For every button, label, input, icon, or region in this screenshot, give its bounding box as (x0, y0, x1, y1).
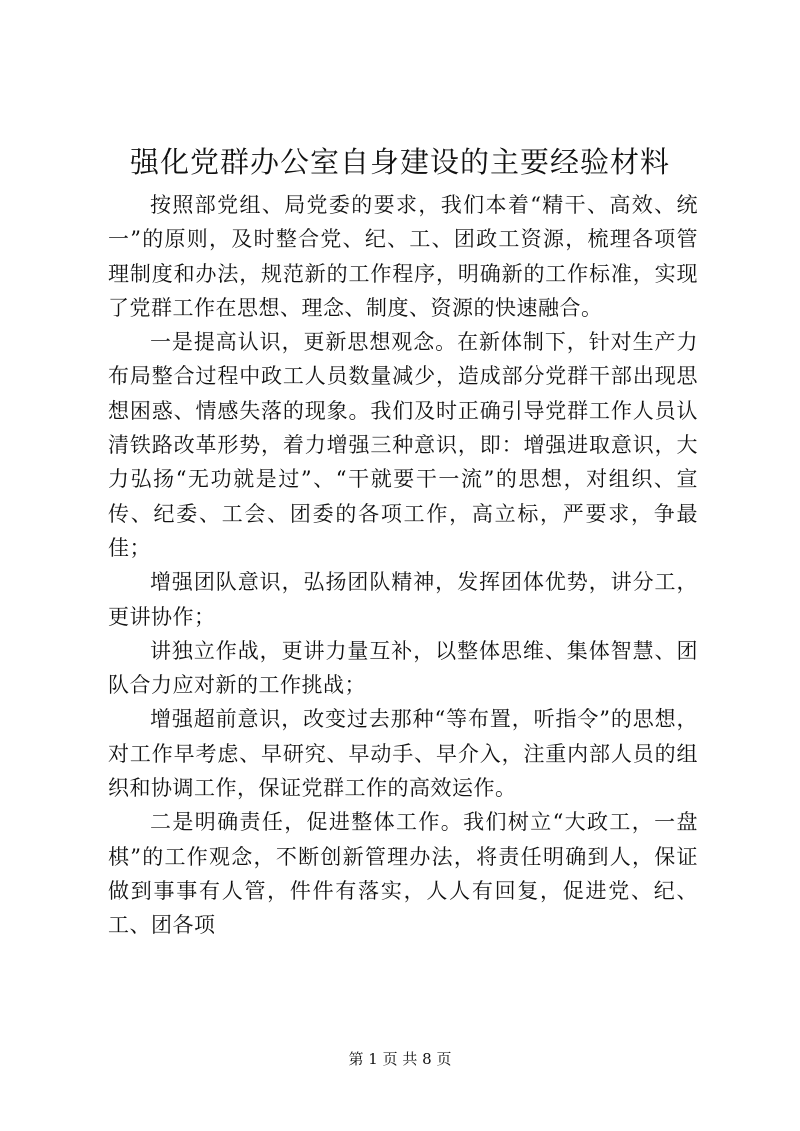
document-body (108, 188, 698, 943)
paragraph: 讲独立作战，更讲力量互补，以整体思维、集体智慧、团队合力应对新的工作挑战； (108, 638, 698, 698)
paragraph: 增强团队意识，弘扬团队精神，发挥团体优势，讲分工，更讲协作； (108, 570, 698, 629)
paragraph: 二是明确责任，促进整体工作。我们树立“大政工，一盘棋”的工作观念，不断创新管理办法，将责任明确到人，保证做到事事有人管，件件有落实，人人有回复，促进党、纪、工、团各项 (108, 810, 698, 938)
paragraph: 按照部党组、局党委的要求，我们本着“精干、高效、统一”的原则，及时整合党、纪、工、团政工资源，梳理各项管理制度和办法，规范新的工作程序，明确新的工作标准，实现了党群工作在思想、理念、制度、资源的快速融合。 (108, 193, 698, 320)
paragraph: 增强超前意识，改变过去那种“等布置，听指令”的思想，对工作早考虑、早研究、早动手、早介入，注重内部人员的组织和协调工作，保证党群工作的高效运作。 (108, 707, 698, 801)
document-title: 强化党群办公室自身建设的主要经验材料 (129, 145, 670, 179)
page-footer: 第 1 页 共 8 页 (348, 1050, 452, 1068)
paragraph: 一是提高认识，更新思想观念。在新体制下，针对生产力布局整合过程中政工人员数量减少，造成部分党群干部出现思想困惑、情感失落的现象。我们及时正确引导党群工作人员认清铁路改革形势，着力增强三种意识，即：增强进取意识，大力弘扬“无功就是过”、“干就要干一流”的思想，对组织、宣传、纪委、工会、团委的各项工作，高立标，严要求，争最佳； (108, 330, 698, 560)
